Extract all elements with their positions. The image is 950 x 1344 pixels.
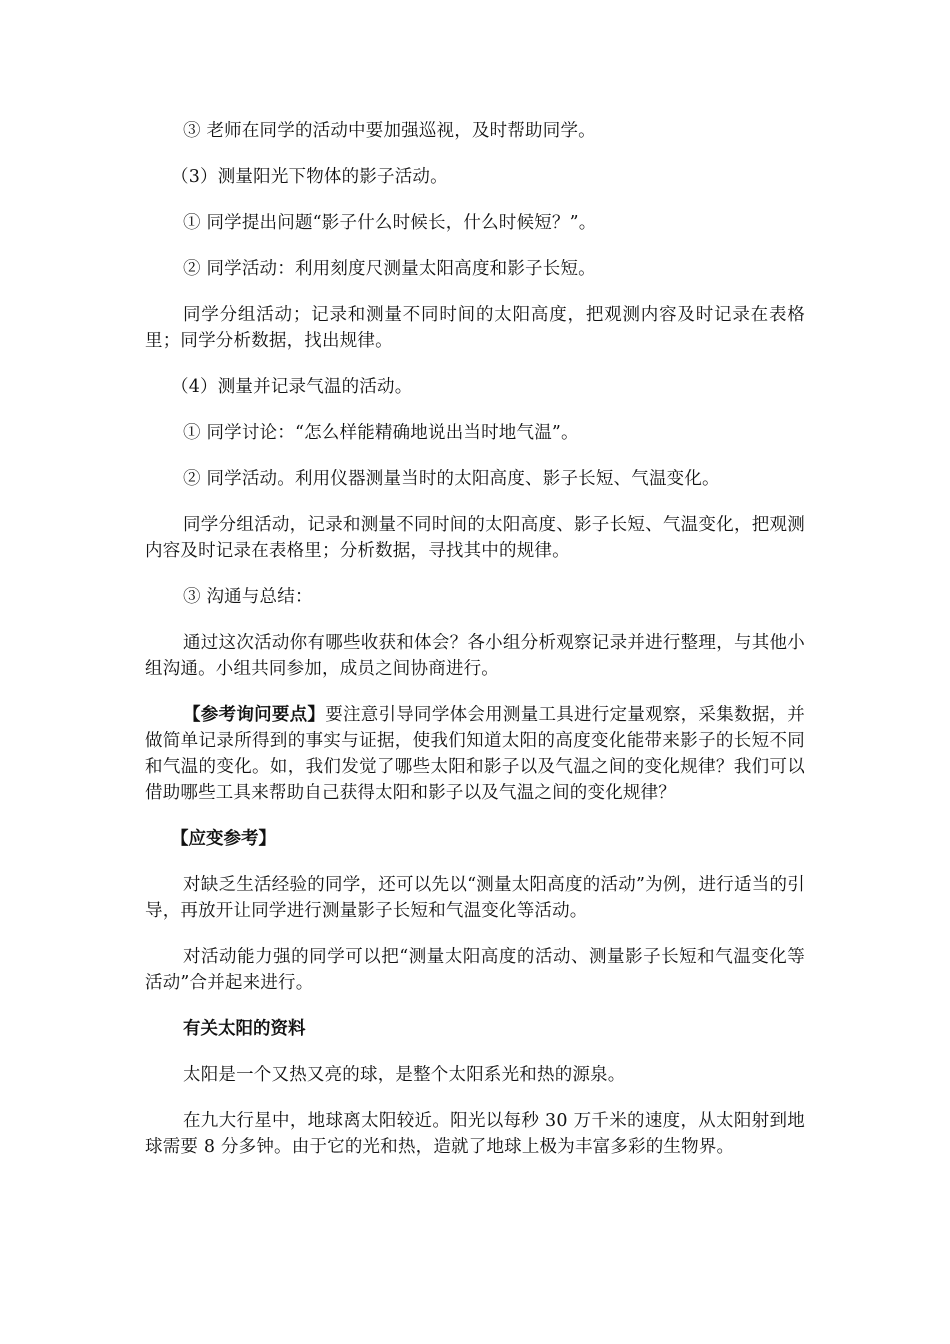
section-4-title: （4）测量并记录气温的活动。 bbox=[171, 377, 413, 397]
heading-sun-info: 有关太阳的资料 bbox=[183, 1019, 306, 1039]
paragraph-group-activity-1: 同学分组活动；记录和测量不同时间的太阳高度，把观测内容及时记录在表格里；同学分析数据，找出规律。 bbox=[145, 305, 805, 351]
paragraph-instrument-activity: ② 同学活动。利用仪器测量当时的太阳高度、影子长短、气温变化。 bbox=[183, 469, 720, 489]
paragraph-reflection: 通过这次活动你有哪些收获和体会？各小组分析观察记录并进行整理，与其他小组沟通。小组共同参加，成员之间协商进行。 bbox=[145, 633, 805, 679]
paragraph-contingency-2: 对活动能力强的同学可以把“测量太阳高度的活动、测量影子长短和气温变化等活动”合并起来进行。 bbox=[145, 947, 805, 993]
paragraph-reference-points bbox=[145, 702, 805, 806]
reference-points-text: 要注意引导同学体会用测量工具进行定量观察，采集数据，并做简单记录所得到的事实与证据，使我们知道太阳的高度变化能带来影子的长短不同和气温的变化。如，我们发觉了哪些太阳和影子以及气温之间的变化规律？我们可以借助哪些工具来帮助自己获得太阳和影子以及气温之间的变化规律？ bbox=[145, 705, 805, 803]
document-page bbox=[145, 118, 805, 1180]
paragraph-communication: ③ 沟通与总结： bbox=[183, 587, 313, 607]
section-3-title: （3）测量阳光下物体的影子活动。 bbox=[171, 167, 448, 187]
paragraph-sun-intro: 太阳是一个又热又亮的球，是整个太阳系光和热的源泉。 bbox=[183, 1065, 626, 1085]
heading-contingency: 【应变参考】 bbox=[171, 829, 276, 849]
paragraph-shadow-activity: ② 同学活动：利用刻度尺测量太阳高度和影子长短。 bbox=[183, 259, 596, 279]
paragraph-shadow-question: ① 同学提出问题“影子什么时候长，什么时候短？”。 bbox=[183, 213, 597, 233]
paragraph-teacher-patrol: ③ 老师在同学的活动中要加强巡视，及时帮助同学。 bbox=[183, 121, 596, 141]
paragraph-sun-distance: 在九大行星中，地球离太阳较近。阳光以每秒 30 万千米的速度，从太阳射到地球需要 8 分多钟。由于它的光和热，造就了地球上极为丰富多彩的生物界。 bbox=[145, 1111, 805, 1157]
paragraph-temperature-discussion: ① 同学讨论：“怎么样能精确地说出当时地气温”。 bbox=[183, 423, 579, 443]
paragraph-contingency-1: 对缺乏生活经验的同学，还可以先以“测量太阳高度的活动”为例，进行适当的引导，再放开让同学进行测量影子长短和气温变化等活动。 bbox=[145, 875, 805, 921]
reference-points-label: 【参考询问要点】 bbox=[183, 705, 326, 725]
paragraph-group-activity-2: 同学分组活动，记录和测量不同时间的太阳高度、影子长短、气温变化，把观测内容及时记录在表格里；分析数据，寻找其中的规律。 bbox=[145, 515, 805, 561]
